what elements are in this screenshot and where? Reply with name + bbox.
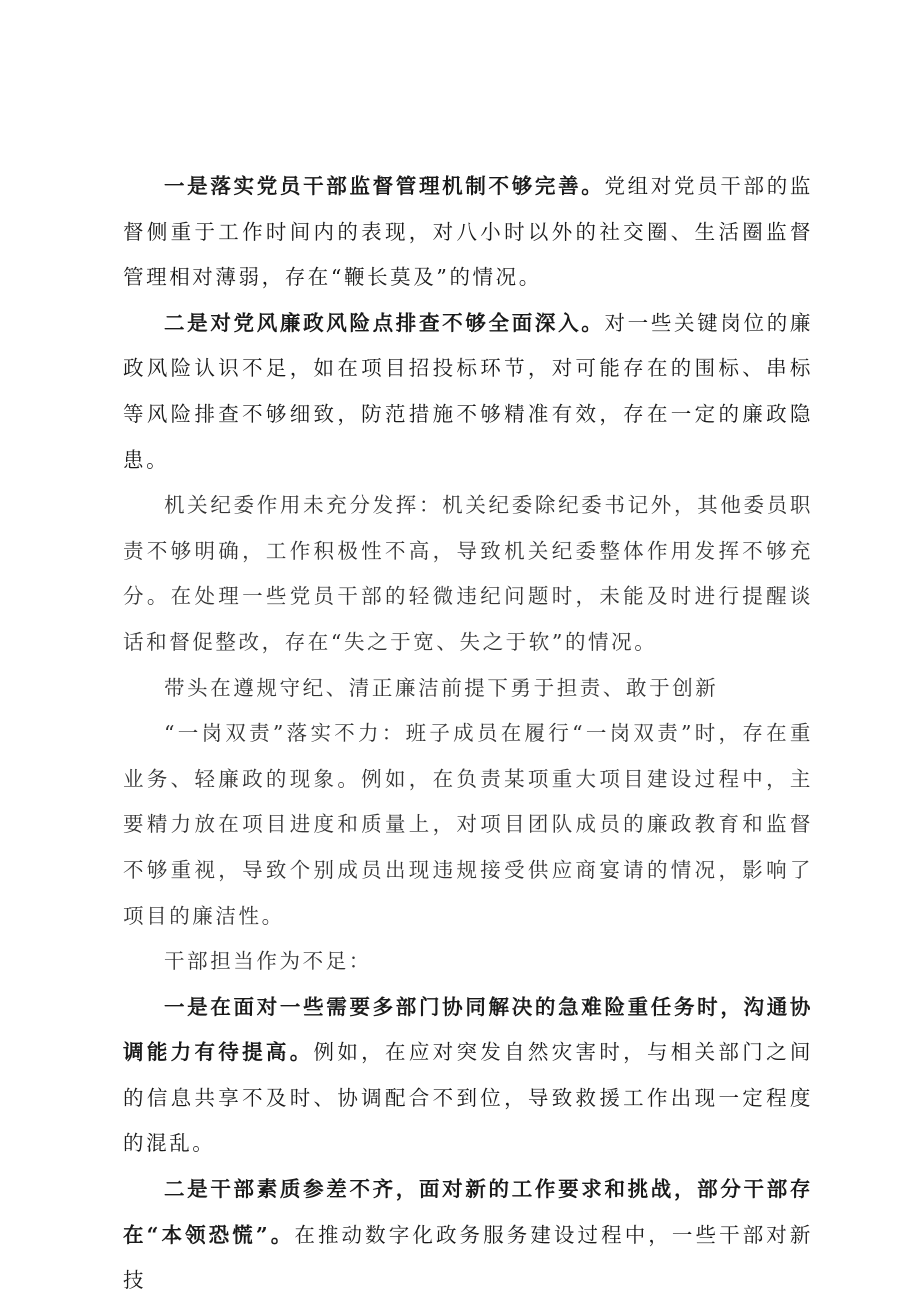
paragraph-heading-lead-by-example [123,666,813,712]
paragraph-coordination [123,985,813,1167]
paragraph-text: 机关纪委作用未充分发挥：机关纪委除纪委书记外，其他委员职责不够明确，工作积极性不高，导致机关纪委整体作用发挥不够充分。在处理一些党员干部的轻微违纪问题时，未能及时进行提醒谈话和督促整改，存在“失之于宽、失之于软”的情况。 [123,493,813,654]
paragraph-lead: 二是干部素质参差不齐，面对新的工作要求和挑战，部分干部存在“本领恐慌”。 [123,1177,813,1247]
paragraph-dual-responsibility [123,711,813,939]
paragraph-risk-check [123,301,813,483]
paragraph-text: 党组对党员干部的监督侧重于工作时间内的表现，对八小时以外的社交圈、生活圈监督管理相对薄弱，存在“鞭长莫及”的情况。 [123,174,814,290]
paragraph-text: 对一些关键岗位的廉政风险认识不足，如在项目招投标环节，对可能存在的围标、串标等风险排查不够细致，防范措施不够精准有效，存在一定的廉政隐患。 [123,310,814,472]
paragraph-text: 带头在遵规守纪、清正廉洁前提下勇于担责、敢于创新 [164,675,719,700]
paragraph-text: 在推动数字化政务服务建设过程中，一些干部对新技 [123,1222,813,1293]
paragraph-lead: 一是落实党员干部监督管理机制不够完善。 [164,174,605,198]
paragraph-lead: 二是对党风廉政风险点排查不够全面深入。 [164,310,605,335]
paragraph-supervision [123,164,813,301]
paragraph-heading-cadre-initiative [123,939,813,985]
paragraph-cadre-quality [123,1167,813,1304]
paragraph-text: 干部担当作为不足： [164,949,372,974]
paragraph-discipline-committee [123,483,813,665]
paragraph-text: 例如，在应对突发自然灾害时，与相关部门之间的信息共享不及时、协调配合不到位，导致救援工作出现一定程度的混乱。 [123,1040,813,1156]
document-page [123,164,813,1304]
paragraph-lead: 一是在面对一些需要多部门协同解决的急难险重任务时，沟通协调能力有待提高。 [123,994,813,1065]
paragraph-text: “一岗双责”落实不力：班子成员在履行“一岗双责”时，存在重业务、轻廉政的现象。例如，在负责某项重大项目建设过程中，主要精力放在项目进度和质量上，对项目团队成员的廉政教育和监督不够重视，导致个别成员出现违规接受供应商宴请的情况，影响了项目的廉洁性。 [123,721,813,928]
